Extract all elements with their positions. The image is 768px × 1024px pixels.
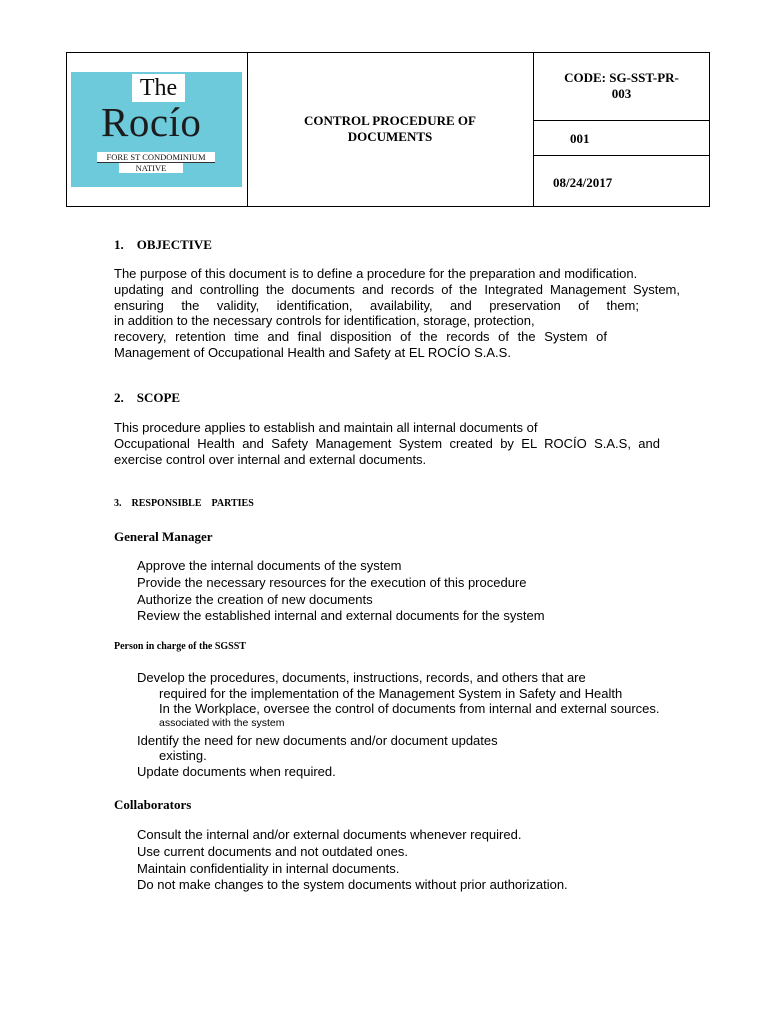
person-in-charge-list: [137, 670, 660, 779]
list-item-continuation: associated with the system: [159, 716, 285, 729]
company-logo: [71, 72, 242, 187]
objective-line: updating and controlling the documents and records of the Integrated Management System,: [114, 281, 680, 297]
collaborators-list: [137, 827, 568, 894]
title-cell: [247, 53, 534, 206]
general-manager-heading: General Manager: [114, 529, 213, 544]
list-item-continuation: existing.: [159, 748, 207, 763]
document-code-line2: 003: [611, 86, 632, 101]
objective-paragraph: [114, 266, 680, 361]
scope-line: Occupational Health and Safety Management System created by EL ROCÍO S.A.S, and: [114, 435, 660, 451]
scope-line: This procedure applies to establish and maintain all internal documents of: [114, 420, 538, 435]
list-item: Provide the necessary resources for the execution of this procedure: [137, 574, 527, 590]
objective-line: in addition to the necessary controls for identification, storage, protection,: [114, 313, 535, 329]
document-title-line1: CONTROL PROCEDURE OF: [304, 113, 476, 128]
list-item: Identify the need for new documents and/or document updates: [137, 732, 498, 748]
date-cell: [534, 156, 709, 206]
document-header-table: [66, 52, 710, 207]
objective-line: recovery, retention time and final disposition of the records of the System of: [114, 329, 607, 345]
list-item: Consult the internal and/or external documents whenever required.: [137, 827, 522, 842]
person-in-charge-heading: Person in charge of the SGSST: [114, 641, 246, 652]
general-manager-list: [137, 558, 545, 625]
version-cell: [534, 121, 709, 156]
document-title-line2: DOCUMENTS: [347, 129, 433, 144]
objective-heading: 1. OBJECTIVE: [114, 237, 212, 252]
scope-line: exercise control over internal and external documents.: [114, 451, 427, 467]
objective-line: Management of Occupational Health and Safety at EL ROCÍO S.A.S.: [114, 344, 511, 360]
logo-text-the: The: [132, 74, 185, 102]
list-item-continuation: In the Workplace, oversee the control of documents from internal and external sources.: [159, 701, 660, 716]
list-item: Use current documents and not outdated ones.: [137, 843, 409, 859]
logo-text-native: NATIVE: [119, 163, 183, 173]
responsible-heading: 3. RESPONSIBLE PARTIES: [114, 498, 254, 509]
document-date: 08/24/2017: [553, 175, 613, 190]
collaborators-heading: Collaborators: [114, 797, 192, 812]
list-item-continuation: required for the implementation of the Management System in Safety and Health: [159, 685, 623, 701]
objective-line: ensuring the validity, identification, availability, and preservation of them;: [114, 297, 639, 313]
list-item: Authorize the creation of new documents: [137, 591, 373, 607]
document-version: 001: [570, 131, 590, 146]
document-code-line1: CODE: SG-SST-PR-: [564, 70, 679, 85]
scope-paragraph: [114, 420, 660, 467]
logo-cell: [67, 53, 248, 206]
code-cell: [534, 53, 709, 121]
scope-heading: 2. SCOPE: [114, 390, 181, 405]
document-code: [534, 70, 709, 102]
document-title: [247, 113, 533, 145]
list-item: Develop the procedures, documents, instructions, records, and others that are: [137, 670, 586, 685]
logo-text-rocio: Rocío: [101, 99, 202, 145]
list-item: Maintain confidentiality in internal documents.: [137, 860, 400, 876]
list-item: Update documents when required.: [137, 763, 336, 779]
logo-text-subtitle: FORE ST CONDOMINIUM: [97, 152, 215, 163]
list-item: Do not make changes to the system documents without prior authorization.: [137, 877, 568, 893]
list-item: Approve the internal documents of the system: [137, 558, 402, 573]
objective-line: The purpose of this document is to define a procedure for the preparation and modification.: [114, 266, 638, 281]
list-item: Review the established internal and external documents for the system: [137, 608, 545, 624]
